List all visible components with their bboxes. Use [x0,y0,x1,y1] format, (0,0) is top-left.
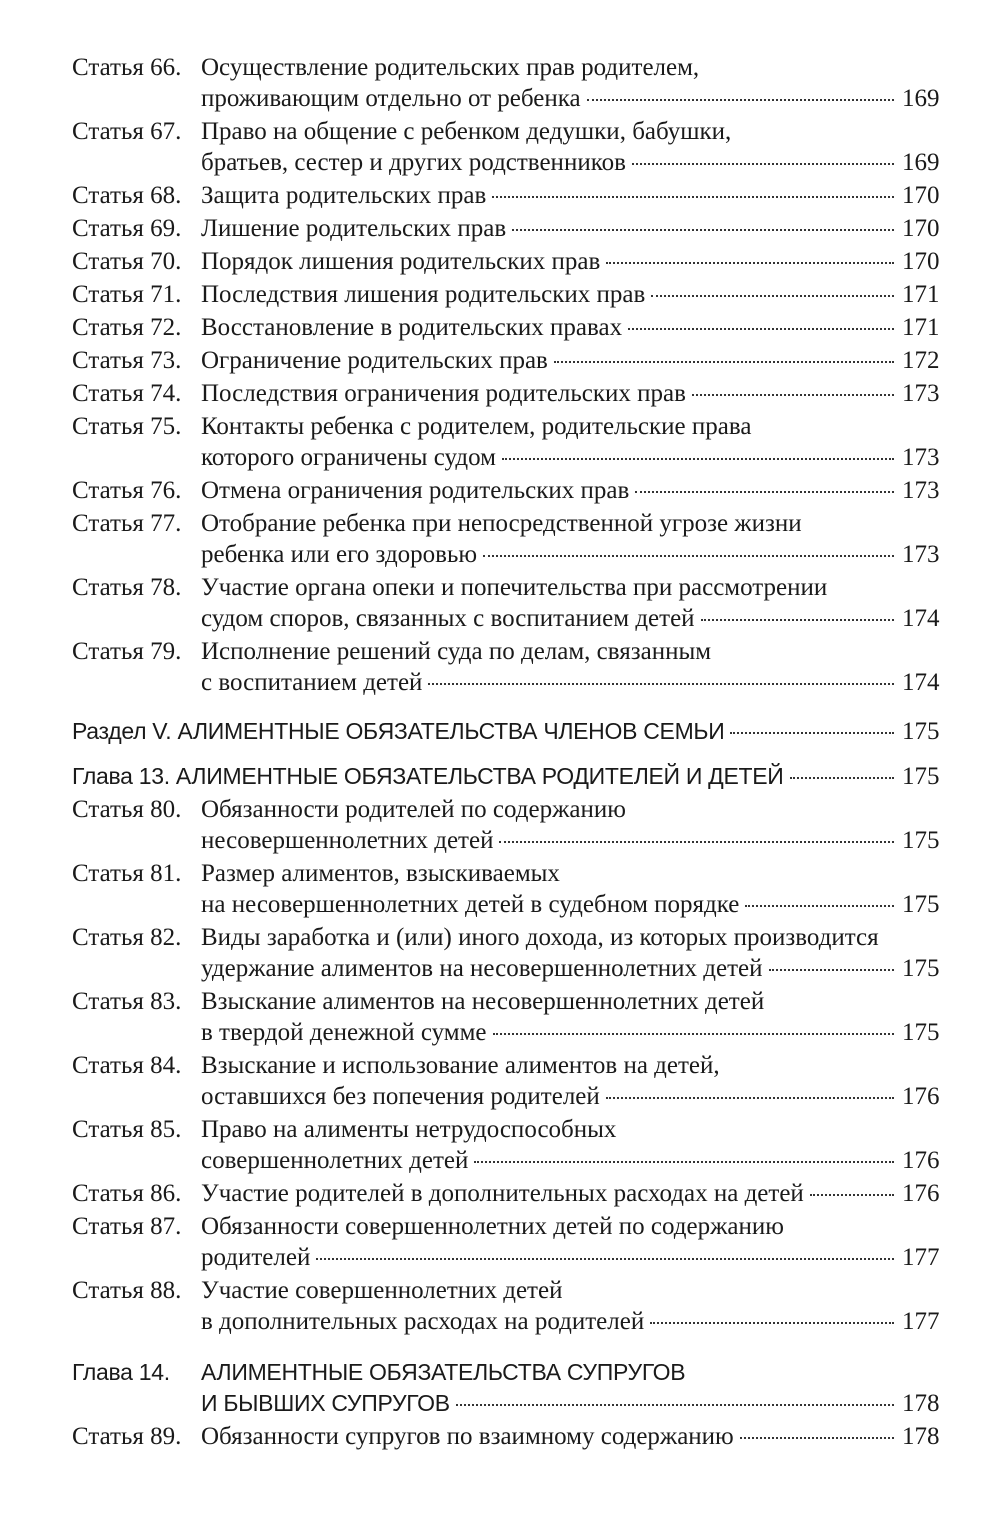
dot-leader [428,683,894,685]
article-label: Статья 76. [72,477,182,504]
chapter-title: АЛИМЕНТНЫЕ ОБЯЗАТЕЛЬСТВА РОДИТЕЛЕЙ И ДЕТЕЙ [175,763,784,789]
dot-leader [769,969,895,971]
dot-leader [632,163,894,165]
article-label: Статья 79. [72,638,182,665]
dot-leader [745,905,894,907]
article-title-line: Взыскание и использование алиментов на детей, [201,1052,720,1079]
article-title-line: оставшихся без попечения родителей [201,1083,600,1110]
article-title-line: Защита родительских прав [201,182,487,209]
page-number: 175 [902,718,940,745]
article-title-line: Виды заработка и (или) иного дохода, из которых производится [201,924,879,951]
article-title [201,794,938,856]
article-label: Статья 83. [72,988,182,1015]
dot-leader [502,458,894,460]
article-label: Статья 68. [72,182,182,209]
dot-leader [316,1258,894,1260]
chapter-title-line: И БЫВШИХ СУПРУГОВ [201,1390,450,1416]
article-label: Статья 89. [72,1423,182,1450]
dot-leader [740,1437,894,1439]
dot-leader [701,619,894,621]
toc-entry[interactable] [72,1421,938,1452]
page-number: 176 [902,1083,940,1110]
article-label: Статья 82. [72,924,182,951]
article-title-line: в дополнительных расходах на родителей [201,1308,645,1335]
article-title-line: родителей [201,1244,311,1271]
article-title [201,345,938,376]
article-title-line: совершеннолетних детей [201,1147,469,1174]
article-title [201,922,938,984]
article-title [201,378,938,409]
dot-leader [512,229,894,231]
section-label: Раздел V. [72,718,172,744]
article-title [201,1114,938,1176]
article-label: Статья 84. [72,1052,182,1079]
page-number: 169 [902,149,940,176]
toc-entry[interactable] [72,858,938,920]
article-title-line: Отобрание ребенка при непосредственной угрозе жизни [201,510,802,537]
article-title-line: проживающим отдельно от ребенка [201,85,581,112]
article-title-line: удержание алиментов на несовершеннолетних детей [201,955,763,982]
article-label: Статья 69. [72,215,182,242]
toc-entry[interactable] [72,213,938,244]
article-title-line: на несовершеннолетних детей в судебном порядке [201,891,740,918]
dot-leader [499,841,894,843]
article-title-line: Обязанности супругов по взаимному содержанию [201,1423,734,1450]
article-title [201,312,938,343]
toc-entry[interactable] [72,1050,938,1112]
page-number: 170 [902,182,940,209]
article-title-line: Участие органа опеки и попечительства при рассмотрении [201,574,828,601]
article-title-line: Участие родителей в дополнительных расходах на детей [201,1180,804,1207]
article-label: Статья 70. [72,248,182,275]
page-number: 169 [902,85,940,112]
article-title [201,475,938,506]
article-title [201,986,938,1048]
article-title-line: Последствия лишения родительских прав [201,281,646,308]
dot-leader [493,1033,895,1035]
article-title-line: Осуществление родительских прав родителем, [201,54,700,81]
article-title-line: Лишение родительских прав [201,215,507,242]
page-number: 177 [902,1244,940,1271]
page-number: 178 [902,1423,940,1450]
article-title-line: в твердой денежной сумме [201,1019,487,1046]
toc-entry[interactable] [72,636,938,698]
dot-leader [730,732,894,734]
page-number: 173 [902,380,940,407]
article-title-line: братьев, сестер и других родственников [201,149,626,176]
page-number: 175 [902,763,940,790]
article-title [201,213,938,244]
toc-entry[interactable] [72,1114,938,1176]
article-title-line: Размер алиментов, взыскиваемых [201,860,560,887]
toc-entry[interactable] [72,572,938,634]
article-title [201,572,938,634]
article-title [201,508,938,570]
page-number: 174 [902,669,940,696]
toc-entry[interactable] [72,116,938,178]
article-label: Статья 66. [72,54,182,81]
article-title-line: Взыскание алиментов на несовершеннолетних детей [201,988,765,1015]
article-title-line: судом споров, связанных с воспитанием детей [201,605,695,632]
article-label: Статья 81. [72,860,182,887]
article-label: Статья 88. [72,1277,182,1304]
article-title [201,636,938,698]
article-title-line: Последствия ограничения родительских прав [201,380,686,407]
article-label: Статья 73. [72,347,182,374]
article-title [201,858,938,920]
dot-leader [651,295,894,297]
toc-entry[interactable] [72,312,938,343]
toc-entry[interactable] [72,345,938,376]
toc-entry[interactable] [72,246,938,277]
toc-entry[interactable] [72,1211,938,1273]
article-title [201,1275,938,1337]
article-label: Статья 86. [72,1180,182,1207]
toc-chapter-13[interactable] [72,761,938,792]
article-title [201,180,938,211]
page-number: 171 [902,314,940,341]
page-number: 175 [902,891,940,918]
page-number: 170 [902,248,940,275]
page-number: 176 [902,1180,940,1207]
article-title-line: Ограничение родительских прав [201,347,548,374]
article-title-line: Право на алименты нетрудоспособных [201,1116,617,1143]
article-title-line: ребенка или его здоровью [201,541,478,568]
article-label: Статья 75. [72,413,182,440]
dot-leader [456,1404,894,1406]
toc-entry[interactable] [72,1275,938,1337]
article-label: Статья 72. [72,314,182,341]
page-number: 173 [902,477,940,504]
page-number: 170 [902,215,940,242]
toc-entry[interactable] [72,52,938,114]
article-title [201,116,938,178]
toc-section-5[interactable] [72,716,938,747]
dot-leader [628,328,894,330]
page-number: 171 [902,281,940,308]
article-title-line: Контакты ребенка с родителем, родительские права [201,413,752,440]
article-title [201,279,938,310]
dot-leader [692,394,894,396]
article-title [201,1211,938,1273]
article-label: Статья 74. [72,380,182,407]
dot-leader [474,1161,894,1163]
table-of-contents [72,52,938,1454]
article-label: Статья 85. [72,1116,182,1143]
toc-entry[interactable] [72,378,938,409]
article-title-line: Участие совершеннолетних детей [201,1277,563,1304]
dot-leader [650,1322,894,1324]
article-title [201,1178,938,1209]
page-number: 175 [902,955,940,982]
dot-leader [635,491,894,493]
chapter-label: Глава 14. [72,1359,170,1385]
article-title-line: Восстановление в родительских правах [201,314,623,341]
dot-leader [483,555,894,557]
page-number: 173 [902,444,940,471]
article-title-line: Отмена ограничения родительских прав [201,477,630,504]
toc-entry[interactable] [72,475,938,506]
article-title [201,52,938,114]
articles-group-66-79 [72,52,938,698]
toc-entry[interactable] [72,922,938,984]
page-number: 178 [902,1390,940,1417]
toc-entry[interactable] [72,411,938,473]
article-title [201,246,938,277]
article-title [201,1050,938,1112]
toc-entry[interactable] [72,794,938,856]
toc-entry[interactable] [72,279,938,310]
chapter-label: Глава 13. [72,763,170,789]
article-title-line: Порядок лишения родительских прав [201,248,601,275]
article-label: Статья 77. [72,510,182,537]
article-title-line: несовершеннолетних детей [201,827,494,854]
page-number: 172 [902,347,940,374]
articles-group-80-88 [72,794,938,1337]
page-number: 177 [902,1308,940,1335]
article-title [201,1421,938,1452]
article-label: Статья 80. [72,796,182,823]
article-label: Статья 71. [72,281,182,308]
page-number: 175 [902,827,940,854]
page-number: 175 [902,1019,940,1046]
toc-entry[interactable] [72,1178,938,1209]
article-title-line: Право на общение с ребенком дедушки, бабушки, [201,118,732,145]
dot-leader [606,1097,894,1099]
article-label: Статья 78. [72,574,182,601]
page-number: 173 [902,541,940,568]
toc-chapter-14[interactable] [72,1357,938,1419]
article-title-line: с воспитанием детей [201,669,423,696]
article-label: Статья 87. [72,1213,182,1240]
page-number: 176 [902,1147,940,1174]
toc-entry[interactable] [72,508,938,570]
articles-group-89 [72,1421,938,1452]
dot-leader [554,361,894,363]
dot-leader [492,196,894,198]
article-title-line: которого ограничены судом [201,444,496,471]
page-number: 174 [902,605,940,632]
section-title: АЛИМЕНТНЫЕ ОБЯЗАТЕЛЬСТВА ЧЛЕНОВ СЕМЬИ [177,718,725,744]
dot-leader [810,1194,894,1196]
article-title-line: Исполнение решений суда по делам, связанным [201,638,712,665]
article-title [201,411,938,473]
toc-entry[interactable] [72,986,938,1048]
toc-entry[interactable] [72,180,938,211]
dot-leader [587,99,894,101]
dot-leader [790,777,894,779]
chapter-title-line: АЛИМЕНТНЫЕ ОБЯЗАТЕЛЬСТВА СУПРУГОВ [201,1359,686,1385]
article-label: Статья 67. [72,118,182,145]
article-title-line: Обязанности родителей по содержанию [201,796,626,823]
article-title-line: Обязанности совершеннолетних детей по содержанию [201,1213,784,1240]
dot-leader [606,262,894,264]
